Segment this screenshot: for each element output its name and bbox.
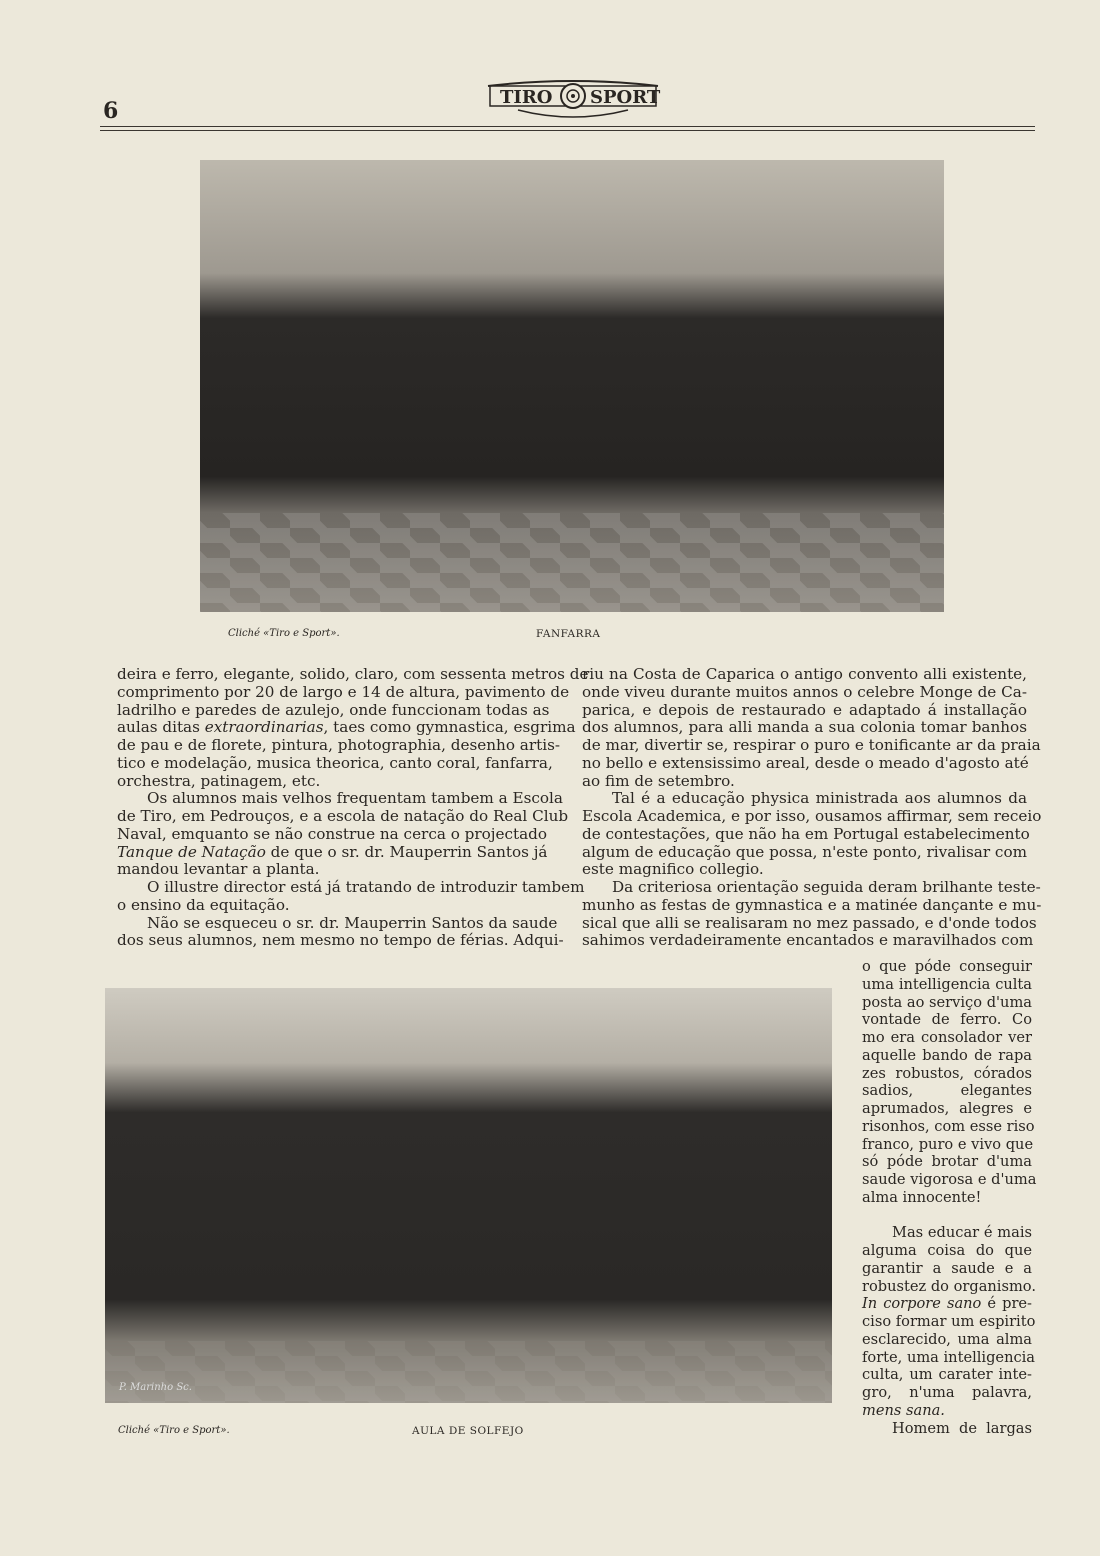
italic-text: extraordinarias bbox=[204, 718, 324, 737]
engraver-signature: P. Marinho Sc. bbox=[119, 1382, 192, 1393]
photo-caption: FANFARRA bbox=[536, 628, 601, 640]
text-segment: aulas ditas bbox=[117, 718, 205, 737]
text-column-left bbox=[117, 665, 589, 950]
text-line: Naval, emquanto se não construe na cerca o projectado bbox=[117, 824, 548, 843]
text-line bbox=[862, 1295, 1032, 1313]
text-line: forte, uma intelligencia bbox=[862, 1348, 1036, 1366]
text-line: de mar, divertir se, respirar o puro e tonificante ar da praia bbox=[582, 736, 1041, 754]
text-line: culta, um carater inte- bbox=[862, 1366, 1032, 1384]
text-line: ao fim de setembro. bbox=[582, 771, 735, 790]
text-column-right bbox=[582, 665, 1042, 950]
italic-text: In corpore sano bbox=[862, 1295, 982, 1313]
photo-credit: Cliché «Tiro e Sport». bbox=[228, 628, 340, 639]
text-line: de Tiro, em Pedrouços, e a escola de natação do Real Club bbox=[117, 807, 569, 825]
text-line: o que póde conseguir bbox=[862, 958, 1032, 975]
text-line: robustez do organismo. bbox=[862, 1277, 1036, 1295]
photo-caption: AULA DE SOLFEJO bbox=[412, 1425, 524, 1437]
text-line: comprimento por 20 de largo e 14 de altura, pavimento de bbox=[117, 682, 570, 701]
text-line bbox=[117, 718, 576, 737]
text-line: este magnifico collegio. bbox=[582, 860, 764, 879]
svg-text:SPORT: SPORT bbox=[590, 87, 661, 108]
masthead-logo bbox=[478, 74, 668, 122]
italic-text: mens sana. bbox=[862, 1401, 945, 1419]
text-line: só póde brotar d'uma bbox=[862, 1153, 1032, 1171]
text-segment: , taes como gymnastica, esgrima bbox=[323, 718, 576, 737]
text-line: orchestra, patinagem, etc. bbox=[117, 771, 321, 790]
text-line: esclarecido, uma alma bbox=[862, 1330, 1032, 1348]
photo-aula-de-solfejo bbox=[105, 988, 832, 1403]
italic-text: Tanque de Natação bbox=[117, 842, 266, 861]
text-line: sahimos verdadeiramente encantados e maravilhados com bbox=[582, 931, 1034, 950]
text-line: no bello e extensissimo areal, desde o meado d'agosto até bbox=[582, 753, 1029, 772]
text-line: sadios, elegantes bbox=[862, 1082, 1032, 1100]
photo-credit: Cliché «Tiro e Sport». bbox=[118, 1425, 230, 1436]
text-segment: é pre- bbox=[981, 1295, 1032, 1313]
text-line: alma innocente! bbox=[862, 1188, 982, 1206]
text-column-narrow bbox=[862, 958, 1037, 1437]
text-line bbox=[117, 842, 548, 862]
floor bbox=[105, 1341, 832, 1403]
text-line: onde viveu durante muitos annos o celebre Monge de Ca- bbox=[582, 682, 1027, 701]
text-line: risonhos, com esse riso bbox=[862, 1117, 1035, 1135]
text-line: tico e modelação, musica theorica, canto coral, fanfarra, bbox=[117, 753, 553, 772]
text-line: Homem de largas bbox=[892, 1419, 1032, 1437]
text-line bbox=[862, 1402, 1032, 1420]
text-line: alguma coisa do que bbox=[862, 1242, 1032, 1259]
text-line bbox=[862, 1207, 1032, 1225]
text-line: Tal é a educação physica ministrada aos alumnos da bbox=[612, 789, 1027, 808]
text-line: munho as festas de gymnastica e a matinée dançante e mu- bbox=[582, 895, 1042, 914]
text-line: de contestações, que não ha em Portugal estabelecimento bbox=[582, 824, 1030, 843]
svg-text:TIRO: TIRO bbox=[500, 87, 553, 108]
text-line: Não se esqueceu o sr. dr. Mauperrin Santos da saude bbox=[147, 913, 558, 932]
text-line: Da criteriosa orientação seguida deram brilhante teste- bbox=[612, 878, 1041, 896]
header-rule bbox=[100, 126, 1035, 127]
text-line: uma intelligencia culta bbox=[862, 975, 1032, 993]
text-line: de pau e de florete, pintura, photographia, desenho artis- bbox=[117, 736, 560, 754]
text-line: dos seus alumnos, nem mesmo no tempo de férias. Adqui- bbox=[117, 931, 564, 950]
photo-fanfarra bbox=[200, 160, 944, 612]
text-line: garantir a saude e a bbox=[862, 1259, 1032, 1277]
text-line: aquelle bando de rapa bbox=[862, 1046, 1032, 1064]
text-line: parica, e depois de restaurado e adaptado á installação bbox=[582, 700, 1027, 719]
text-line: franco, puro e vivo que bbox=[862, 1135, 1034, 1153]
text-line: ladrilho e paredes de azulejo, onde funccionam todas as bbox=[117, 700, 550, 719]
text-line: Mas educar é mais bbox=[892, 1224, 1032, 1242]
page-number: 6 bbox=[103, 98, 119, 124]
text-line: deira e ferro, elegante, solido, claro, com sessenta metros de bbox=[117, 665, 589, 683]
text-line: dos alumnos, para alli manda a sua colonia tomar banhos bbox=[582, 718, 1027, 737]
text-line: Escola Academica, e por isso, ousamos affirmar, sem receio bbox=[582, 807, 1042, 825]
text-line: saude vigorosa e d'uma bbox=[862, 1171, 1037, 1188]
text-line: Os alumnos mais velhos frequentam tambem a Escola bbox=[147, 789, 563, 808]
text-line: vontade de ferro. Co bbox=[862, 1011, 1032, 1029]
text-line: ciso formar um espirito bbox=[862, 1313, 1036, 1330]
text-line: posta ao serviço d'uma bbox=[862, 993, 1032, 1011]
text-line: mandou levantar a planta. bbox=[117, 860, 320, 879]
text-line: O illustre director está já tratando de introduzir tambem bbox=[147, 878, 585, 896]
checkered-floor bbox=[200, 513, 944, 612]
text-segment: de que o sr. dr. Mauperrin Santos já bbox=[265, 842, 548, 861]
text-line: sical que alli se realisaram no mez passado, e d'onde todos bbox=[582, 913, 1037, 932]
text-line: mo era consolador ver bbox=[862, 1029, 1032, 1046]
text-line: algum de educação que possa, n'este ponto, rivalisar com bbox=[582, 842, 1027, 861]
text-line: o ensino da equitação. bbox=[117, 895, 290, 914]
header-rule bbox=[100, 130, 1035, 131]
text-line: gro, n'uma palavra, bbox=[862, 1384, 1032, 1401]
text-line: aprumados, alegres e bbox=[862, 1100, 1032, 1117]
text-line: zes robustos, córados bbox=[862, 1064, 1032, 1082]
text-line: riu na Costa de Caparica o antigo convento alli existente, bbox=[582, 665, 1027, 683]
